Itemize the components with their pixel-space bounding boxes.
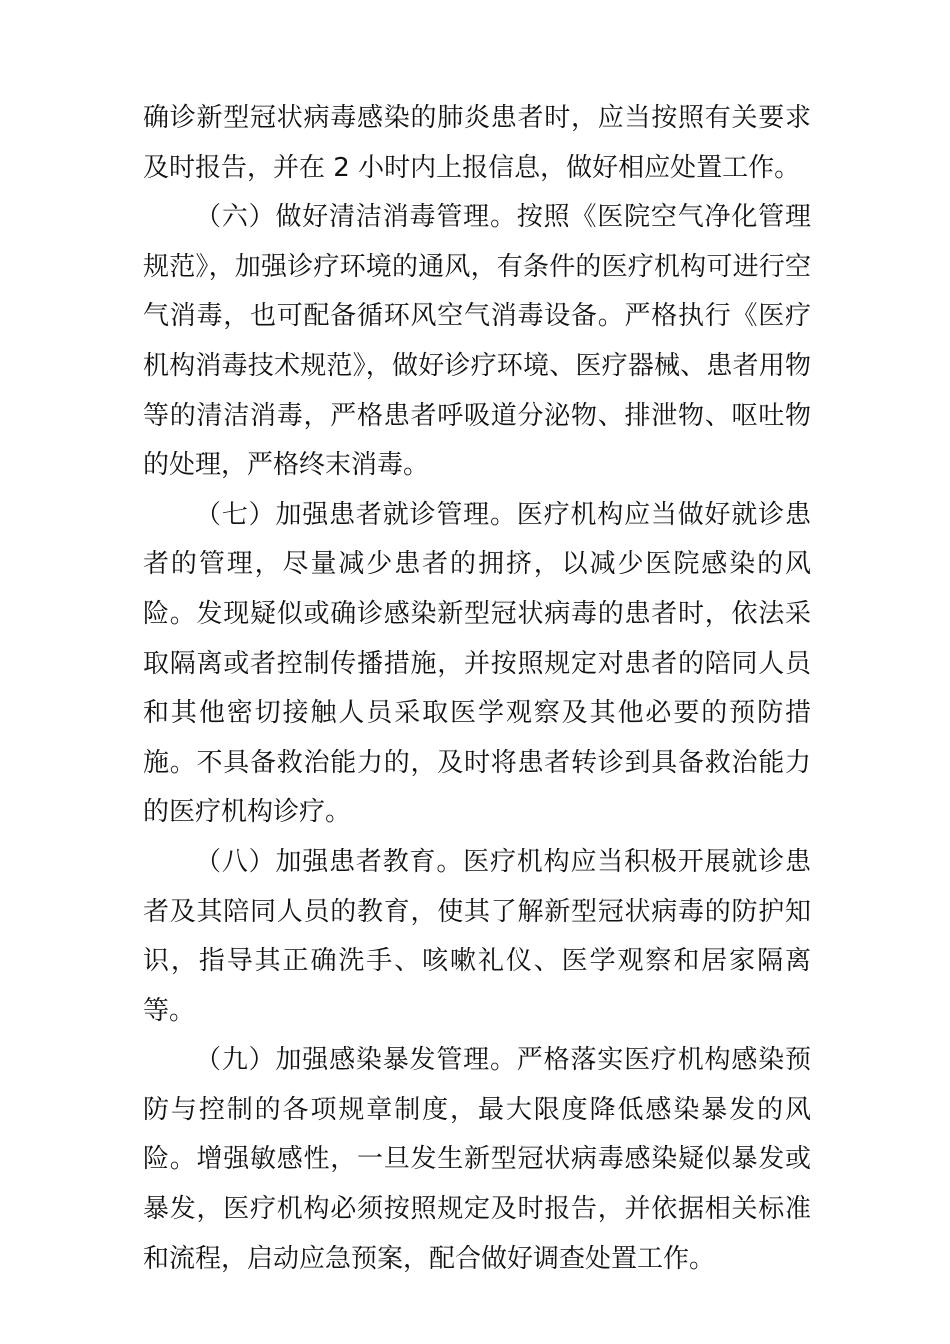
document-body: [143, 94, 811, 1284]
paragraph-patient-education: （八）加强患者教育。医疗机构应当积极开展就诊患者及其陪同人员的教育，使其了解新型冠状病毒的防护知识，指导其正确洗手、咳嗽礼仪、医学观察和居家隔离等。: [143, 846, 811, 1026]
paragraph-patient-visit-management: （七）加强患者就诊管理。医疗机构应当做好就诊患者的管理，尽量减少患者的拥挤，以减少医院感染的风险。发现疑似或确诊感染新型冠状病毒的患者时，依法采取隔离或者控制传播措施，并按照规定对患者的陪同人员和其他密切接触人员采取医学观察及其他必要的预防措施。不具备救治能力的，及时将患者转诊到具备救治能力的医疗机构诊疗。: [143, 499, 811, 828]
paragraph-outbreak-management: （九）加强感染暴发管理。严格落实医疗机构感染预防与控制的各项规章制度，最大限度降低感染暴发的风险。增强敏感性，一旦发生新型冠状病毒感染疑似暴发或暴发，医疗机构必须按照规定及时报告，并依据相关标准和流程，启动应急预案，配合做好调查处置工作。: [143, 1045, 811, 1274]
paragraph-continued: 确诊新型冠状病毒感染的肺炎患者时，应当按照有关要求及时报告，并在 2 小时内上报信息，做好相应处置工作。: [143, 103, 811, 183]
paragraph-cleaning-disinfection: （六）做好清洁消毒管理。按照《医院空气净化管理规范》，加强诊疗环境的通风，有条件的医疗机构可进行空气消毒，也可配备循环风空气消毒设备。严格执行《医疗机构消毒技术规范》，做好诊疗环境、医疗器械、患者用物等的清洁消毒，严格患者呼吸道分泌物、排泄物、呕吐物的处理，严格终末消毒。: [143, 202, 811, 481]
